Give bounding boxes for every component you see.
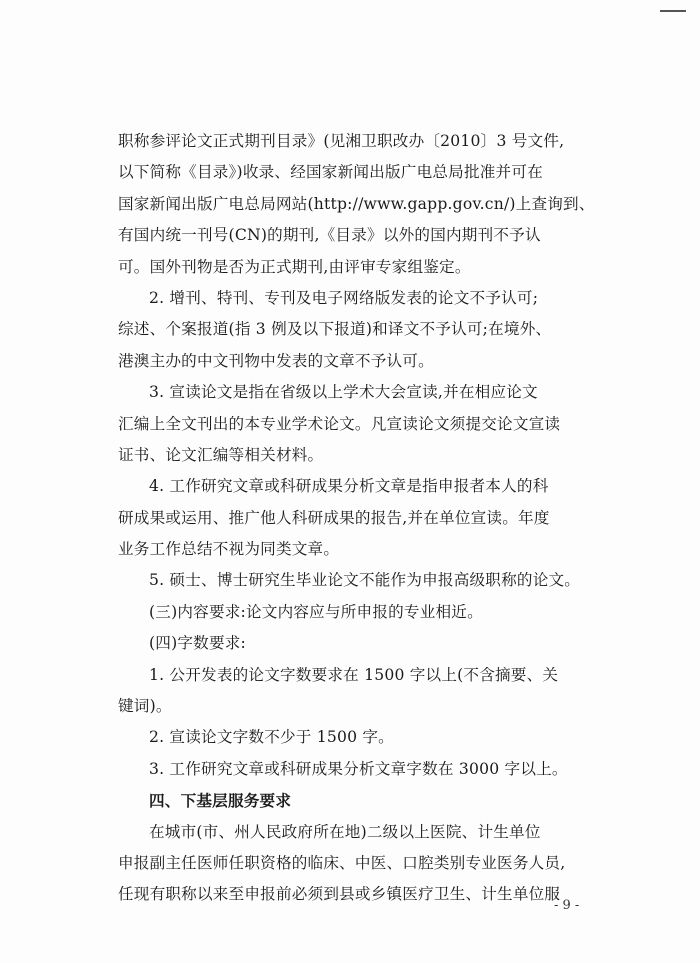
document-body (118, 126, 614, 911)
paragraph-line: 以下简称《目录》)收录、经国家新闻出版广电总局批准并可在 (118, 163, 543, 182)
paragraph-line: 证书、论文汇编等相关材料。 (118, 445, 324, 464)
section-heading: 四、下基层服务要求 (149, 791, 292, 811)
paragraph-line: 3. 宣读论文是指在省级以上学术大会宣读,并在相应论文 (149, 383, 538, 402)
paragraph-line: 综述、个案报道(指 3 例及以下报道)和译文不予认可;在境外、 (118, 320, 552, 339)
paragraph-line: 职称参评论文正式期刊目录》(见湘卫职改办〔2010〕3 号文件, (118, 132, 565, 150)
section-subheading: (三)内容要求:论文内容应与所申报的专业相近。 (149, 602, 483, 621)
paragraph-line: 汇编上全文刊出的本专业学术论文。凡宣读论文须提交论文宣读 (118, 414, 561, 433)
paragraph-line: 业务工作总结不视为同类文章。 (118, 540, 340, 559)
paragraph-line: 国家新闻出版广电总局网站(http://www.gapp.gov.cn/)上查询到、 (118, 194, 595, 213)
paragraph-line: 申报副主任医师任职资格的临床、中医、口腔类别专业医务人员, (118, 853, 566, 872)
paragraph-line: 1. 公开发表的论文字数要求在 1500 字以上(不含摘要、关 (149, 665, 559, 684)
paragraph-line: 任现有职称以来至申报前必须到县或乡镇医疗卫生、计生单位服 (118, 885, 561, 904)
paragraph-line: 港澳主办的中文刊物中发表的文章不予认可。 (118, 351, 434, 370)
paragraph-line: 3. 工作研究文章或科研成果分析文章字数在 3000 字以上。 (149, 759, 568, 778)
paragraph-line: 在城市(市、州人民政府所在地)二级以上医院、计生单位 (149, 822, 541, 841)
paragraph-line: 可。国外刊物是否为正式期刊,由评审专家组鉴定。 (118, 257, 471, 276)
page-number: - 9 - (554, 898, 580, 913)
page-edge-mark (660, 10, 686, 12)
paragraph-line: 有国内统一刊号(CN)的期刊,《目录》以外的国内期刊不予认 (118, 226, 541, 245)
paragraph-line: 键词)。 (118, 697, 172, 716)
paragraph-line: 2. 宣读论文字数不少于 1500 字。 (149, 728, 394, 747)
section-subheading: (四)字数要求: (149, 634, 246, 653)
paragraph-line: 4. 工作研究文章或科研成果分析文章是指申报者本人的科 (149, 477, 549, 496)
paragraph-line: 2. 增刊、特刊、专刊及电子网络版发表的论文不予认可; (149, 288, 539, 307)
paragraph-line: 研成果或运用、推广他人科研成果的报告,并在单位宣读。年度 (118, 508, 550, 527)
paragraph-line: 5. 硕士、博士研究生毕业论文不能作为申报高级职称的论文。 (149, 571, 581, 590)
